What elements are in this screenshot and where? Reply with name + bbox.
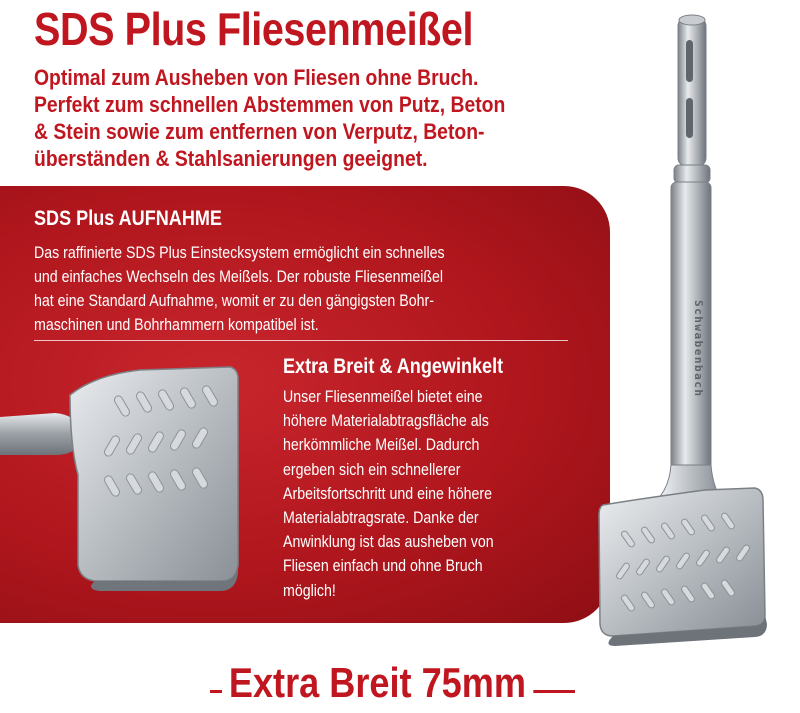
section-heading-wide: Extra Breit & Angewinkelt	[283, 355, 504, 378]
section-body-sds	[34, 241, 584, 337]
body-line: Das raffinierte SDS Plus Einstecksystem ermöglicht ein schnelles	[34, 244, 445, 262]
chisel-blade-closeup-image	[0, 355, 280, 605]
body-line: herkömmliche Meißel. Dadurch	[283, 436, 480, 455]
width-label: Extra Breit 75mm	[222, 658, 533, 708]
intro-line: & Stein sowie zum entfernen von Verputz, Beton-	[34, 119, 485, 144]
section-body-wide	[283, 385, 558, 603]
intro-line: Optimal zum Ausheben von Fliesen ohne Bruch.	[34, 65, 479, 90]
body-line: maschinen und Bohrhammern kompatibel ist.	[34, 316, 319, 334]
section-heading-sds: SDS Plus AUFNAHME	[34, 207, 222, 230]
body-line: ergeben sich ein schnellerer	[283, 460, 461, 479]
body-line: hat eine Standard Aufnahme, womit er zu den gängigsten Bohr-	[34, 292, 434, 310]
chisel-product-image	[585, 0, 800, 660]
product-title: SDS Plus Fliesenmeißel	[34, 3, 474, 55]
intro-line: überständen & Stahlsanierungen geeignet.	[34, 146, 428, 171]
body-line: Anwinklung ist das ausheben von	[283, 533, 494, 552]
body-line: höhere Materialabtragsfläche als	[283, 412, 489, 431]
body-line: Arbeitsfortschritt und eine höhere	[283, 484, 493, 503]
body-line: Fliesen einfach und ohne Bruch	[283, 557, 483, 576]
body-line: Materialabtragsrate. Danke der	[283, 509, 479, 528]
body-line: möglich!	[283, 581, 336, 600]
intro-line: Perfekt zum schnellen Abstemmen von Putz, Beton	[34, 92, 506, 117]
brand-engraving: Schwabenbach	[692, 300, 705, 398]
intro-text	[34, 64, 584, 172]
section-divider	[34, 340, 568, 341]
body-line: Unser Fliesenmeißel bietet eine	[283, 388, 483, 406]
body-line: und einfaches Wechseln des Meißels. Der robuste Fliesenmeißel	[34, 268, 444, 286]
